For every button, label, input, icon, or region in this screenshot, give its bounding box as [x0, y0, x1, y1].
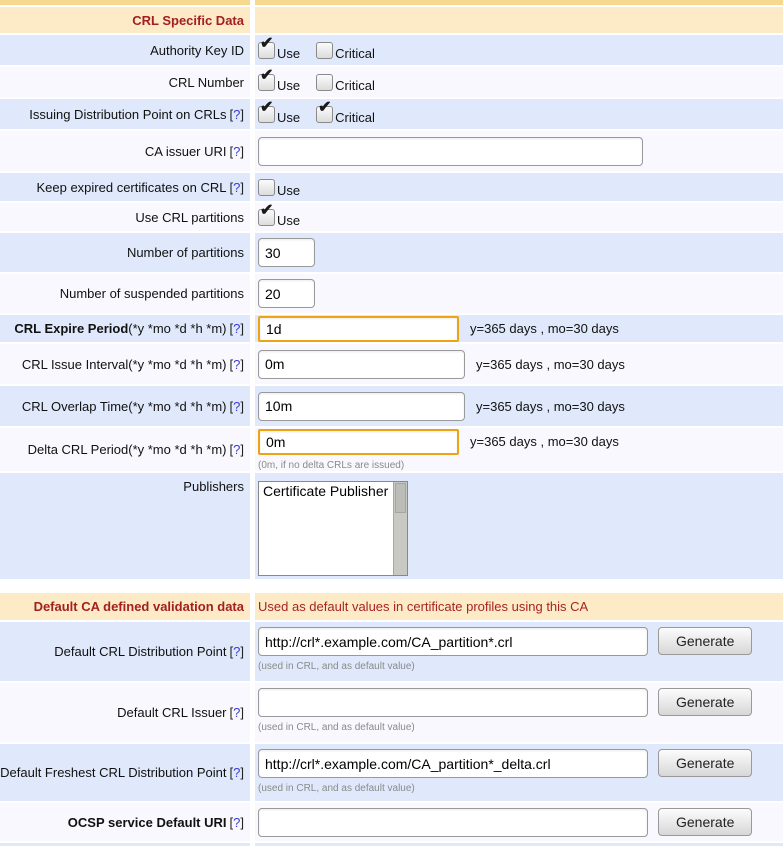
publishers-option[interactable]: Certificate Publisher [263, 483, 389, 499]
row-crl-issue-interval [0, 344, 783, 384]
days-note: y=365 days , mo=30 days [470, 434, 619, 449]
used-in-crl-caption: (used in CRL, and as default value) [258, 722, 415, 733]
table-top-strip-right [255, 0, 783, 5]
default-crl-issuer-input[interactable] [258, 688, 648, 717]
section-gap [0, 581, 783, 593]
days-note: y=365 days , mo=30 days [476, 398, 625, 414]
days-note: y=365 days , mo=30 days [470, 321, 619, 336]
help-link[interactable]: [?] [229, 356, 244, 372]
section-default-ca-header [0, 593, 783, 620]
idp-critical-checkbox[interactable] [316, 98, 333, 123]
help-link[interactable]: [?] [229, 442, 244, 457]
help-link[interactable]: [?] [229, 765, 244, 780]
row-authority-key-id [0, 35, 783, 65]
help-link[interactable]: [?] [229, 106, 244, 122]
row-keep-expired-certificates [0, 173, 783, 201]
help-link[interactable]: [?] [229, 705, 244, 720]
row-ocsp-service-default-uri [0, 803, 783, 841]
help-link[interactable]: [?] [229, 398, 244, 414]
listbox-scrollbar[interactable] [393, 482, 407, 575]
use-label: Use [277, 77, 301, 93]
use-label: Use [277, 45, 301, 61]
checkmark-icon: ✔ [260, 34, 274, 52]
generate-button[interactable]: Generate [658, 749, 752, 777]
authority-key-id-critical-checkbox[interactable] [316, 42, 333, 59]
critical-label: Critical [335, 77, 375, 93]
checkmark-icon: ✔ [318, 98, 332, 116]
keep-expired-label: Keep expired certificates on CRL [36, 179, 227, 195]
row-number-of-suspended-partitions [0, 274, 783, 313]
row-issuing-distribution-point [0, 99, 783, 129]
help-link[interactable]: [?] [229, 321, 244, 336]
listbox-scrollbar-thumb[interactable] [395, 483, 406, 513]
default-crl-issuer-label: Default CRL Issuer [117, 705, 227, 720]
default-crl-dp-label: Default CRL Distribution Point [54, 644, 227, 659]
section-default-ca-subtitle: Used as default values in certificate profiles using this CA [258, 599, 589, 614]
crl-expire-period-label: CRL Expire Period [14, 321, 129, 336]
crl-number-critical-checkbox[interactable] [316, 74, 333, 91]
help-link[interactable]: [?] [229, 143, 244, 159]
crl-issue-interval-input[interactable] [258, 350, 465, 379]
row-crl-number [0, 67, 783, 97]
use-label: Use [277, 182, 301, 198]
crl-issue-interval-label: CRL Issue Interval(*y *mo *d *h *m) [21, 356, 227, 372]
use-crl-partitions-checkbox[interactable] [258, 201, 275, 226]
publishers-label: Publishers [183, 479, 244, 494]
default-crl-dp-input[interactable] [258, 627, 648, 656]
delta-crl-period-caption: (0m, if no delta CRLs are issued) [258, 459, 405, 471]
row-number-of-partitions [0, 233, 783, 272]
use-label: Use [277, 212, 301, 228]
row-default-crl-issuer [0, 683, 783, 742]
number-of-partitions-label: Number of partitions [126, 245, 244, 260]
section-crl-specific-title: CRL Specific Data [132, 12, 244, 28]
checkmark-icon: ✔ [260, 66, 274, 84]
ocsp-service-default-uri-input[interactable] [258, 808, 648, 837]
number-of-suspended-partitions-input[interactable] [258, 279, 315, 308]
idp-use-checkbox[interactable] [258, 98, 275, 123]
section-default-ca-title: Default CA defined validation data [33, 599, 244, 614]
delta-crl-period-label: Delta CRL Period(*y *mo *d *h *m) [27, 442, 227, 457]
table-top-strip [0, 0, 783, 5]
ca-issuer-uri-input[interactable] [258, 137, 643, 166]
checkmark-icon: ✔ [260, 201, 274, 219]
help-link[interactable]: [?] [229, 814, 244, 830]
row-crl-overlap-time [0, 386, 783, 426]
keep-expired-use-checkbox[interactable] [258, 179, 275, 196]
row-crl-expire-period [0, 315, 783, 342]
ocsp-service-default-uri-label: OCSP service Default URI [67, 814, 227, 830]
number-of-partitions-input[interactable] [258, 238, 315, 267]
number-of-suspended-partitions-label: Number of suspended partitions [59, 286, 244, 301]
used-in-crl-caption: (used in CRL, and as default value) [258, 783, 415, 794]
use-label: Use [277, 109, 301, 125]
default-freshest-crl-dp-input[interactable] [258, 749, 648, 778]
authority-key-id-use-checkbox[interactable] [258, 34, 275, 59]
crl-number-use-checkbox[interactable] [258, 66, 275, 91]
crl-overlap-time-label: CRL Overlap Time(*y *mo *d *h *m) [21, 398, 227, 414]
generate-button[interactable]: Generate [658, 627, 752, 655]
checkmark-icon: ✔ [260, 98, 274, 116]
row-ca-issuer-uri [0, 131, 783, 171]
row-delta-crl-period [0, 428, 783, 471]
table-top-strip-left [0, 0, 250, 5]
row-default-freshest-crl-dp [0, 744, 783, 801]
row-default-crl-distribution-point [0, 622, 783, 681]
delta-crl-period-input[interactable] [258, 429, 459, 455]
default-freshest-crl-dp-label: Default Freshest CRL Distribution Point [0, 765, 227, 780]
row-use-crl-partitions [0, 203, 783, 231]
section-crl-specific-header [0, 7, 783, 33]
ca-issuer-uri-label: CA issuer URI [144, 143, 227, 159]
section-crl-specific-header-right [255, 7, 783, 33]
issuing-distribution-point-label: Issuing Distribution Point on CRLs [29, 106, 227, 122]
authority-key-id-label: Authority Key ID [150, 42, 244, 58]
crl-expire-period-label-suffix: (*y *mo *d *h *m) [128, 321, 227, 336]
crl-overlap-time-input[interactable] [258, 392, 465, 421]
critical-label: Critical [335, 109, 375, 125]
row-publishers [0, 473, 783, 579]
crl-number-label: CRL Number [168, 74, 244, 90]
days-note: y=365 days , mo=30 days [476, 356, 625, 372]
publishers-listbox[interactable] [258, 481, 408, 576]
generate-button[interactable]: Generate [658, 688, 752, 716]
used-in-crl-caption: (used in CRL, and as default value) [258, 661, 415, 672]
help-link[interactable]: [?] [229, 179, 244, 195]
use-crl-partitions-label: Use CRL partitions [135, 209, 244, 225]
crl-expire-period-input[interactable] [258, 316, 459, 342]
help-link[interactable]: [?] [229, 644, 244, 659]
critical-label: Critical [335, 45, 375, 61]
generate-button[interactable]: Generate [658, 808, 752, 836]
